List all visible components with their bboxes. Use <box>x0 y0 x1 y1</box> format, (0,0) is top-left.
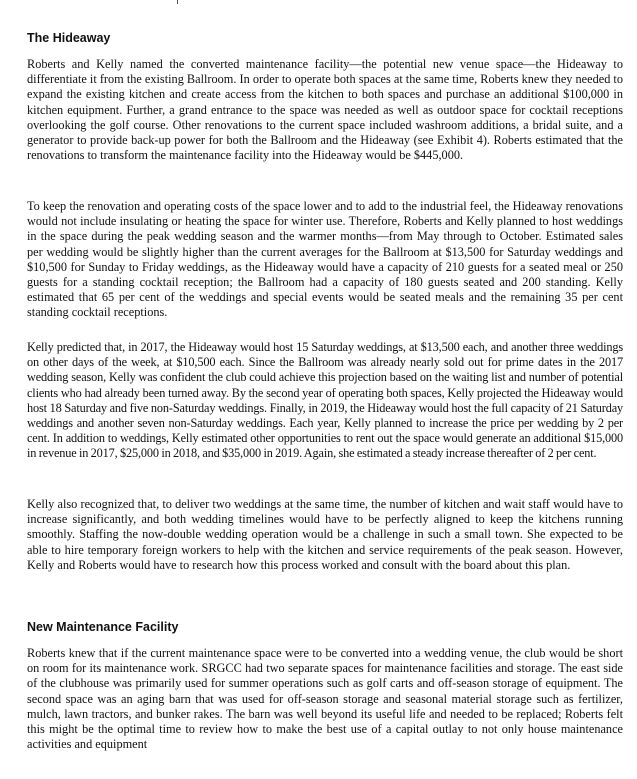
hideaway-paragraph-2: To keep the renovation and operating costs of the space lower and to add to the industrial feel, the Hideaway renovations would not include insulating or heating the space for winter use. Therefore, Roberts and Kelly planned to host weddings in the space during the peak wedding season and the warmer months—from May through to October. Estimated sales per wedding would be slightly higher than the current averages for the Ballroom at $13,500 for Saturday weddings and $10,500 for Sunday to Friday weddings, as the Hideaway would have a capacity of 210 guests for a seated meal or 250 guests for a standing cocktail reception; the Ballroom had a capacity of 180 guests seated and 200 standing. Kelly estimated that 65 per cent of the weddings and special events would be seated meals and the remaining 35 per cent standing cocktail receptions. <box>27 199 623 320</box>
document-page <box>27 0 623 779</box>
maintenance-paragraph-1: Roberts knew that if the current maintenance space were to be converted into a wedding venue, the club would be short on room for its maintenance work. SRGCC had two separate spaces for maintenance facilities and storage. The east side of the clubhouse was primarily used for summer operations such as golf carts and off-season storage of equipment. The second space was an aging barn that was used for off-season storage and seasonal material storage such as fertilizer, mulch, lawn tractors, and bunker rakes. The barn was well beyond its useful life and needed to be replaced; Roberts felt this might be the optimal time to review how to make the best use of a capital outlay to not only house maintenance activities and equipment <box>27 646 623 752</box>
page-edge-mark <box>177 0 178 4</box>
hideaway-paragraph-1: Roberts and Kelly named the converted maintenance facility—the potential new venue space—the Hideaway to differentiate it from the existing Ballroom. In order to operate both spaces at the same time, Roberts knew they needed to expand the existing kitchen and create access from the kitchen to both spaces and purchase an additional $100,000 in kitchen equipment. Further, a grand entrance to the space was needed as well as outdoor space for cocktail receptions overlooking the golf course. Other renovations to the current space included washroom additions, a bridal suite, and a generator to provide back-up power for both the Ballroom and the Hideaway (see Exhibit 4). Roberts estimated that the renovations to transform the maintenance facility into the Hideaway would be $445,000. <box>27 57 623 163</box>
section-heading-new-maintenance-facility: New Maintenance Facility <box>27 620 179 634</box>
section-heading-the-hideaway: The Hideaway <box>27 31 111 45</box>
hideaway-paragraph-4: Kelly also recognized that, to deliver two weddings at the same time, the number of kitchen and wait staff would have to increase significantly, and both wedding timelines would have to be perfectly aligned to keep the kitchens running smoothly. Staffing the now-double wedding operation would be a challenge in such a small town. She expected to be able to hire temporary foreign workers to help with the kitchen and service requirements of the peak season. However, Kelly and Roberts would have to research how this process worked and consult with the board about this plan. <box>27 497 623 572</box>
hideaway-paragraph-3: Kelly predicted that, in 2017, the Hideaway would host 15 Saturday weddings, at $13,500 each, and another three weddings on other days of the week, at $10,500 each. Since the Ballroom was already nearly sold out for prime dates in the 2017 wedding season, Kelly was confident the club could achieve this projection based on the waiting list and number of potential clients who had already been turned away. By the second year of operating both spaces, Kelly projected the Hideaway would host 18 Saturday and five non-Saturday weddings. Finally, in 2019, the Hideaway would host the full capacity of 21 Saturday weddings and another seven non-Saturday weddings. Each year, Kelly planned to increase the price per wedding by 2 per cent. In addition to weddings, Kelly estimated other opportunities to rent out the space would generate an additional $15,000 in revenue in 2017, $25,000 in 2018, and $35,000 in 2019. Again, she estimated a steady increase thereafter of 2 per cent. <box>27 340 623 461</box>
